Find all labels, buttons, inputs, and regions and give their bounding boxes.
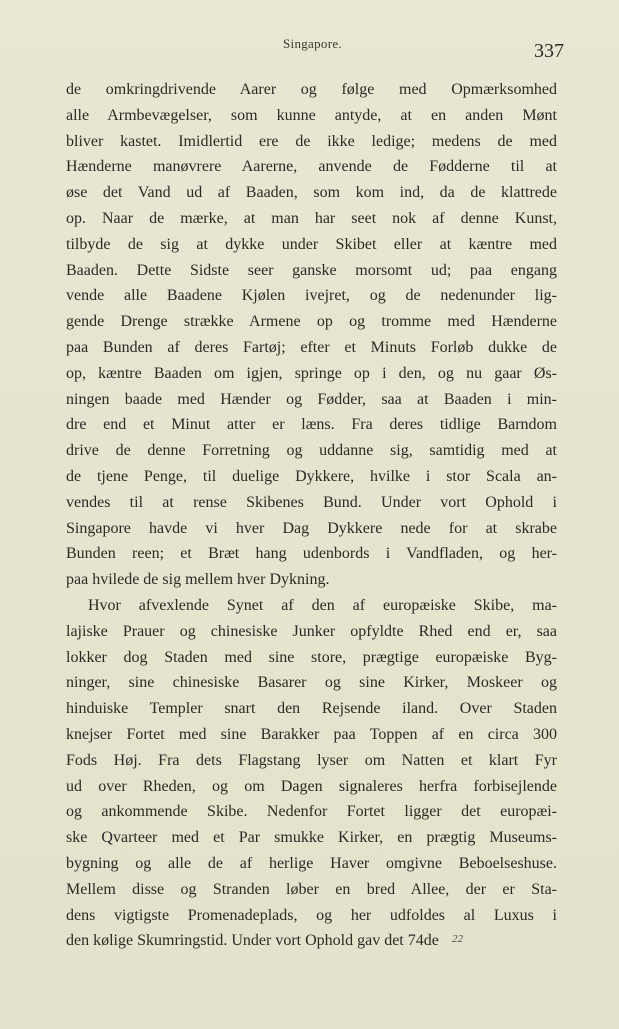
text-line: ud over Rheden, og om Dagen signaleres herfra forbisejlende <box>66 777 557 795</box>
text-line: Singapore havde vi hver Dag Dykkere nede for at skrabe <box>66 519 557 537</box>
text-line: de tjene Penge, til duelige Dykkere, hvilke i stor Scala an- <box>66 467 557 485</box>
text-line: alle Armbevægelser, som kunne antyde, at en anden Mønt <box>66 106 557 124</box>
page-number: 337 <box>534 40 564 62</box>
text-line: dens vigtigste Promenadeplads, og her udfoldes al Luxus i <box>66 906 557 924</box>
text-line: op. Naar de mærke, at man har seet nok af denne Kunst, <box>66 209 557 227</box>
text-line: bygning og alle de af herlige Haver omgivne Beboelseshuse. <box>66 854 557 872</box>
text-line: tilbyde de sig at dykke under Skibet eller at kæntre med <box>66 235 557 253</box>
body-text <box>66 77 557 954</box>
text-line: og ankommende Skibe. Nedenfor Fortet ligger det europæi- <box>66 803 557 821</box>
text-line: ninger, sine chinesiske Basarer og sine Kirker, Moskeer og <box>66 674 557 692</box>
text-line: de omkringdrivende Aarer og følge med Opmærksomhed <box>66 81 557 98</box>
text-line: lajiske Prauer og chinesiske Junker opfyldte Rhed end er, saa <box>66 622 557 640</box>
text-line: den kølige Skumringstid. Under vort Ophold gav det 74de <box>66 932 439 950</box>
text-line: bliver kastet. Imidlertid ere de ikke ledige; medens de med <box>66 132 557 150</box>
text-line: vende alle Baadene Kjølen ivejret, og de nedenunder lig- <box>66 287 557 305</box>
text-line: gende Drenge strække Armene op og tromme med Hænderne <box>66 313 557 331</box>
text-line: Mellem disse og Stranden løber en bred Allee, der er Sta- <box>66 880 557 898</box>
text-line: øse det Vand ud af Baaden, som kom ind, da de klattrede <box>66 184 557 202</box>
text-line: drive de denne Forretning og uddanne sig, samtidig med at <box>66 442 557 460</box>
text-line: hinduiske Templer snart den Rejsende iland. Over Staden <box>66 700 557 718</box>
text-line: Bunden reen; et Bræt hang udenbords i Vandfladen, og her- <box>66 545 557 563</box>
text-line: Fods Høj. Fra dets Flagstang lyser om Natten et klart Fyr <box>66 751 557 769</box>
text-line: dre end et Minut atter er læns. Fra deres tidlige Barndom <box>66 416 557 434</box>
text-line: ske Qvarteer med et Par smukke Kirker, en prægtig Museums- <box>66 829 557 847</box>
text-line: ningen baade med Hænder og Fødder, saa at Baaden i min- <box>66 390 557 408</box>
text-line: op, kæntre Baaden om igjen, springe op i den, og nu gaar Øs- <box>66 364 557 382</box>
text-line: Hænderne manøvrere Aarerne, anvende de Fødderne til at <box>66 158 557 176</box>
text-line: Baaden. Dette Sidste seer ganske morsomt ud; paa engang <box>66 261 557 279</box>
text-line: knejser Fortet med sine Barakker paa Toppen af en circa 300 <box>66 725 557 743</box>
text-line: lokker dog Staden med sine store, prægtige europæiske Byg- <box>66 648 557 666</box>
text-line: Hvor afvexlende Synet af den af europæiske Skibe, ma- <box>88 596 557 614</box>
text-line: paa hvilede de sig mellem hver Dykning. <box>66 571 330 589</box>
running-title: Singapore. <box>283 36 342 51</box>
paragraph <box>66 77 557 593</box>
text-line: vendes til at rense Skibenes Bund. Under vort Ophold i <box>66 493 557 511</box>
paragraph <box>66 593 557 954</box>
signature-mark: 22 <box>452 933 463 945</box>
text-line: paa Bunden af deres Fartøj; efter et Minuts Forløb dukke de <box>66 338 557 356</box>
